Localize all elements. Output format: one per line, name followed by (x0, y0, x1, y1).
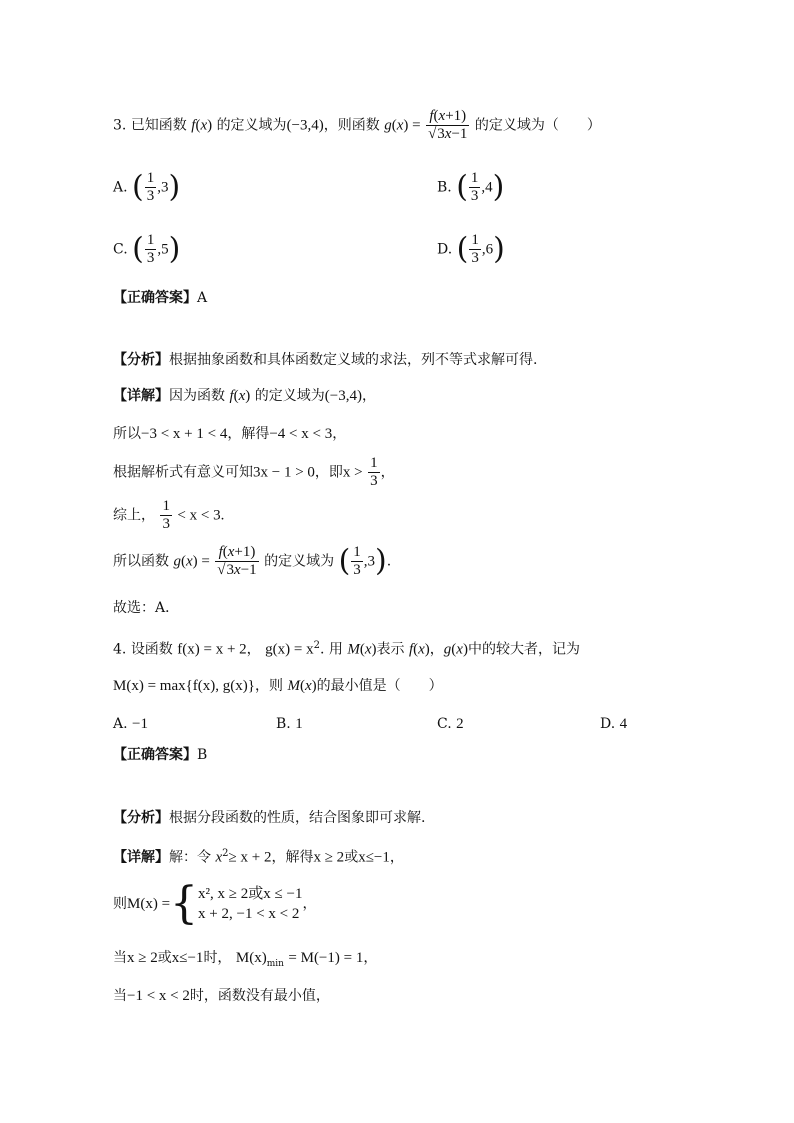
q3-option-b: B. ( $\frac{1}{3}$ ,4) (437, 169, 505, 205)
q4-option-b: B. 1 (276, 716, 303, 732)
q3-text-3: ，则函数 (323, 117, 380, 134)
q4-stem-1: 4. 设函数 f(x) = x + 2， $g(x) = x^2$. 用 M(x)表示 f(x)，g(x)中的较大者，记为 (113, 640, 580, 658)
q3-domain: (−3,4) (286, 117, 324, 134)
q3-number: 3. (113, 117, 127, 134)
q4-m-def: M(x) = max{f(x), g(x)} (113, 678, 255, 694)
q4-detail-1: 【详解】解：令 $x^2\ge x + 2$，解得x ≥ 2或x≤−1， (113, 848, 404, 866)
q3-option-c: C. ( $\frac{1}{3}$ ,5) (113, 231, 181, 267)
q4-option-c: C. 2 (437, 716, 464, 732)
q3-text-4: 的定义域为（ ） (474, 117, 601, 134)
q4-f-def: f(x) = x + 2 (177, 641, 247, 658)
q3-detail-6: 故选：A． (113, 600, 180, 616)
q3-text-1: 已知函数 (130, 117, 187, 134)
q3-detail-4: 综上， $\frac{1}{3}$ < x < 3. (113, 498, 225, 532)
q4-answer: 【正确答案】B (113, 747, 208, 763)
q4-g-def: g(x) = x (265, 641, 314, 658)
q3-stem: 3. 已知函数 f(x) 的定义域为(−3,4)，则函数 g(x) = $\frac{f(x+1)}{√3x-1}$ 的定义域为（ ） (113, 108, 601, 142)
q3-detail-5: 所以函数 g(x) = $\frac{f(x+1)}{√3x-1}$ 的定义域为 ( $\frac{1}{3}$ ,3). (113, 543, 392, 579)
q3-analysis: 【分析】根据抽象函数和具体函数定义域的求法，列不等式求解可得. (113, 352, 538, 368)
q3-option-a: A. ( $\frac{1}{3}$ ,3) (113, 169, 181, 205)
q4-detail-2: 则M(x) ={ x², x ≥ 2或x ≤ −1 x + 2, −1 < x < 2 ， (113, 878, 317, 929)
q4-detail-4: 当−1 < x < 2时，函数没有最小值， (113, 988, 330, 1004)
q3-detail-2: 所以−3 < x + 1 < 4，解得−4 < x < 3， (113, 426, 347, 442)
q4-option-a: A. −1 (113, 716, 148, 732)
q3-detail-1: 【详解】因为函数 f(x) 的定义域为(−3,4)， (113, 388, 376, 404)
q3-fx: f (191, 117, 196, 134)
q3-detail-3: 根据解析式有意义可知3x − 1 > 0，即x > $\frac{1}{3}$ ， (113, 455, 395, 489)
q3-answer: 【正确答案】A (113, 290, 208, 306)
q3-g-fraction: $\frac{f(x+1)}{√3x-1}$ (428, 108, 468, 142)
q4-number: 4. (113, 641, 127, 658)
q4-option-d: D. 4 (600, 716, 628, 732)
q4-analysis: 【分析】根据分段函数的性质，结合图象即可求解. (113, 810, 426, 826)
q3-option-d: D. ( $\frac{1}{3}$ ,6) (437, 231, 505, 267)
q4-stem-2: M(x) = max{f(x), g(x)}，则 M(x)的最小值是（ ） (113, 678, 443, 694)
q4-detail-3: 当x ≥ 2或x≤−1时， $M(x)_{min} = M(-1) = 1$， (113, 950, 378, 969)
q3-text-2: 的定义域为 (216, 117, 287, 134)
